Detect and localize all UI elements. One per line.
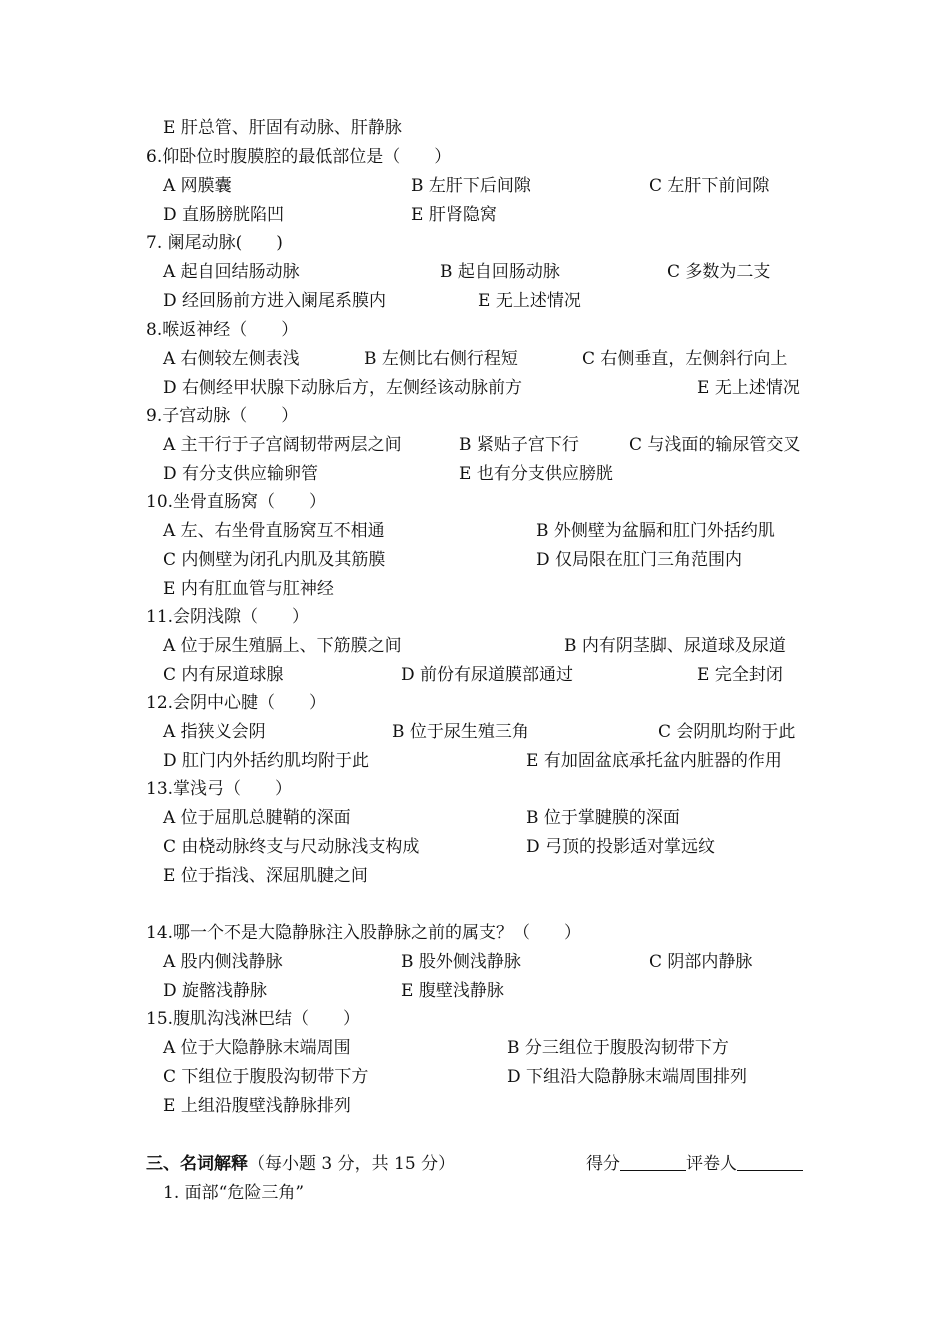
q7-option-b: B 起自回肠动脉 [440,262,560,282]
q13-option-c: C 由桡动脉终支与尺动脉浅支构成 [163,837,420,857]
q11-option-b: B 内有阴茎脚、尿道球及尿道 [564,636,786,656]
q6-option-b: B 左肝下后间隙 [411,176,531,196]
q10-stem: 10.坐骨直肠窝（ ） [146,492,327,512]
q11-option-d: D 前份有尿道膜部通过 [401,665,574,685]
q7-option-c: C 多数为二支 [667,262,771,282]
q14-option-a: A 股内侧浅静脉 [163,952,283,972]
q6-option-a: A 网膜囊 [163,176,232,196]
q14-option-d: D 旋髂浅静脉 [163,981,268,1001]
q14-option-b: B 股外侧浅静脉 [401,952,521,972]
q5-option-e: E 肝总管、肝固有动脉、肝静脉 [163,118,402,138]
q15-option-d: D 下组沿大隐静脉末端周围排列 [507,1067,748,1087]
q15-option-b: B 分三组位于腹股沟韧带下方 [507,1038,729,1058]
grader-blank[interactable] [737,1154,803,1171]
q9-option-e: E 也有分支供应膀胱 [459,464,613,484]
q15-option-a: A 位于大隐静脉末端周围 [163,1038,351,1058]
q8-option-a: A 右侧较左侧表浅 [163,349,300,369]
score-grader-line [586,1154,803,1174]
q13-option-d: D 弓顶的投影适对掌远纹 [526,837,716,857]
q14-stem: 14.哪一个不是大隐静脉注入股静脉之前的属支？（ ） [146,923,582,943]
score-blank[interactable] [620,1154,686,1171]
q9-option-b: B 紧贴子宫下行 [459,435,579,455]
q9-stem: 9.子宫动脉（ ） [146,406,299,426]
q12-stem: 12.会阴中心腱（ ） [146,693,327,713]
q11-option-a: A 位于尿生殖膈上、下筋膜之间 [163,636,402,656]
q12-option-e: E 有加固盆底承托盆内脏器的作用 [526,751,782,771]
q13-stem: 13.掌浅弓（ ） [146,779,293,799]
q6-option-e: E 肝肾隐窝 [411,205,497,225]
q12-option-b: B 位于尿生殖三角 [392,722,529,742]
q8-stem: 8.喉返神经（ ） [146,320,299,340]
q9-option-c: C 与浅面的输尿管交叉 [629,435,801,455]
q8-option-d: D 右侧经甲状腺下动脉后方，左侧经该动脉前方 [163,378,523,398]
q7-option-e: E 无上述情况 [478,291,581,311]
q8-option-b: B 左侧比右侧行程短 [364,349,518,369]
q6-option-c: C 左肝下前间隙 [649,176,770,196]
q14-option-c: C 阴部内静脉 [649,952,753,972]
q10-option-c: C 内侧壁为闭孔内肌及其筋膜 [163,550,386,570]
section3-heading: 三、名词解释 [146,1154,248,1174]
q9-option-d: D 有分支供应输卵管 [163,464,319,484]
section3-item-1: 1. 面部“危险三角” [163,1183,305,1203]
grader-label: 评卷人 [686,1154,737,1174]
q12-option-d: D 肛门内外括约肌均附于此 [163,751,370,771]
q13-option-a: A 位于屈肌总腱鞘的深面 [163,808,351,828]
q8-option-c: C 右侧垂直，左侧斜行向上 [582,349,788,369]
q14-option-e: E 腹壁浅静脉 [401,981,504,1001]
q7-stem: 7. 阑尾动脉( ) [146,233,283,253]
q7-option-a: A 起自回结肠动脉 [163,262,300,282]
q6-stem: 6.仰卧位时腹膜腔的最低部位是（ ） [146,147,452,167]
q12-option-a: A 指狭义会阴 [163,722,266,742]
q10-option-e: E 内有肛血管与肛神经 [163,579,334,599]
q6-option-d: D 直肠膀胱陷凹 [163,205,285,225]
q10-option-a: A 左、右坐骨直肠窝互不相通 [163,521,385,541]
q10-option-b: B 外侧壁为盆膈和肛门外括约肌 [536,521,775,541]
q11-option-c: C 内有尿道球腺 [163,665,284,685]
q11-option-e: E 完全封闭 [697,665,783,685]
score-label: 得分 [586,1154,620,1174]
q10-option-d: D 仅局限在肛门三角范围内 [536,550,743,570]
q15-stem: 15.腹肌沟浅淋巴结（ ） [146,1009,361,1029]
q9-option-a: A 主干行于子宫阔韧带两层之间 [163,435,402,455]
q7-option-d: D 经回肠前方进入阑尾系膜内 [163,291,387,311]
q15-option-e: E 上组沿腹壁浅静脉排列 [163,1096,351,1116]
q11-stem: 11.会阴浅隙（ ） [146,607,310,627]
q15-option-c: C 下组位于腹股沟韧带下方 [163,1067,369,1087]
section3-title [146,1154,455,1174]
q13-option-b: B 位于掌腱膜的深面 [526,808,680,828]
section3-note: （每小题 3 分，共 15 分） [248,1154,456,1174]
q12-option-c: C 会阴肌均附于此 [658,722,796,742]
q13-option-e: E 位于指浅、深屈肌腱之间 [163,866,368,886]
q8-option-e: E 无上述情况 [697,378,800,398]
